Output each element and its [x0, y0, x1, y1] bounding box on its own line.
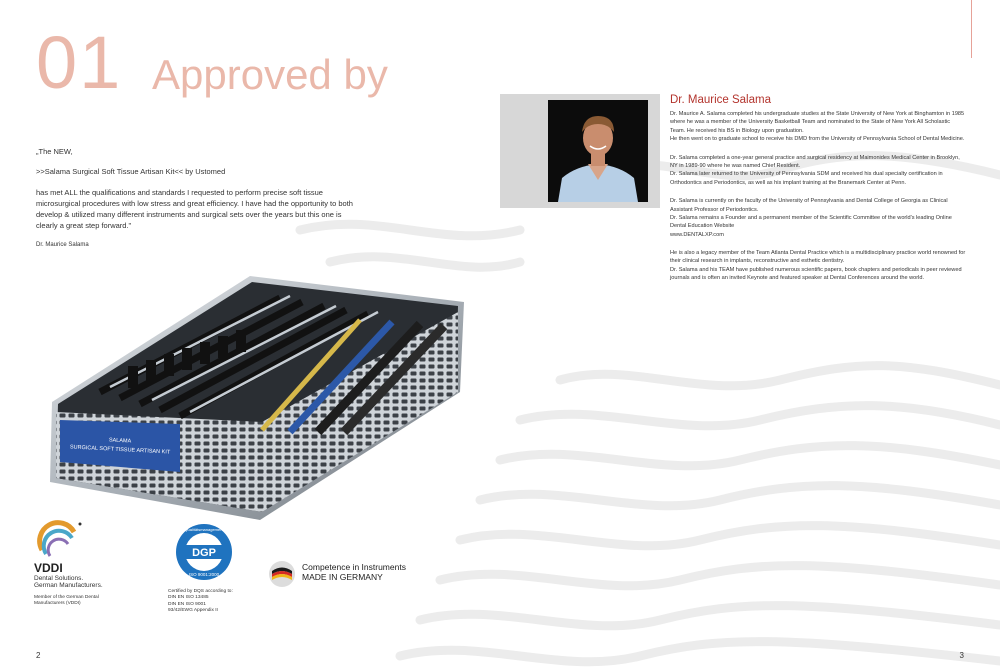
quote-body: has met ALL the qualifications and standards I requested to perform precise soft tissue microsurgical procedures with low stress and great efficiency. I have had the opportunity to both develop & utilized many different instruments and surgical sets over the years but this one is clearly a great step forward." — [36, 187, 353, 231]
made-line-1: Competence in Instruments — [302, 562, 406, 572]
dgp-ring-top: Qualitätsmanagement — [184, 527, 224, 532]
vddi-swirl-icon — [34, 520, 94, 560]
quote-line-1: „The NEW, — [36, 147, 73, 156]
dgp-logo-block — [168, 522, 258, 615]
dgp-ring-bottom: ISO 9001:2000 — [188, 572, 220, 577]
bio-section — [670, 94, 966, 283]
kit-label-line-2: SURGICAL SOFT TISSUE ARTISAN KIT — [69, 444, 171, 456]
portrait-frame — [500, 94, 660, 208]
dgp-caption-3: DIN EN ISO 9001 — [168, 601, 206, 607]
vddi-caption-2: Manufacturers (VDDI) — [34, 601, 81, 607]
bio-paragraph-9: Dr. Salama and his TEAM have published numerous scientific papers, book chapters and periodicals in peer reviewed journals and is often an invited Keynote and featured speaker at Dental Conferences around the world. — [670, 266, 962, 282]
vddi-caption-1: Member of the German Dental — [34, 595, 99, 600]
chapter-title: Approved by — [152, 51, 388, 98]
surgical-kit-image — [40, 272, 480, 522]
bio-paragraph-5: Dr. Salama is currently on the faculty of the University of Pennsylvania and Dental College of Georgia as Clinical Assistant Professor of Periodontics. — [670, 198, 948, 213]
certification-logos — [34, 520, 504, 630]
made-in-germany-block — [268, 560, 448, 588]
bio-paragraph-1: Dr. Maurice A. Salama completed his undergraduate studies at the State University of New York at Binghamton in 1985 where he was a member of the University Basketball Team and nominated to the State of New York All Scholastic Team. He received his BS in Biology upon graduation. — [670, 111, 965, 134]
dgp-caption-2: DIN EN ISO 13485 — [168, 595, 209, 601]
right-page-number: 3 — [959, 651, 964, 660]
portrait-photo — [548, 100, 648, 202]
bio-paragraph-2: He then went on to graduate school to receive his DMD from the University of Pennsylvania School of Dental Medicine. — [670, 136, 965, 143]
top-accent-rule — [971, 0, 973, 58]
endorsement-quote — [36, 146, 356, 259]
vddi-logo-block — [34, 520, 154, 608]
bio-name: Dr. Maurice Salama — [670, 94, 771, 106]
quote-line-2: >>Salama Surgical Soft Tissue Artisan Kit<< by Ustomed — [36, 167, 226, 177]
dgp-caption-4: 93/42/EWG Appendix II — [168, 608, 218, 614]
kit-label-line-1: SALAMA — [108, 437, 132, 445]
left-page-number: 2 — [36, 651, 41, 660]
germany-flag-icon — [268, 560, 296, 588]
chapter-number: 01 — [36, 21, 123, 104]
bio-paragraph-8: He is also a legacy member of the Team Atlanta Dental Practice which is a multidisciplinary practice world renowned for their clinical research in implants, reconstructive and esthetic dentistry. — [670, 250, 966, 265]
vddi-name: VDDI — [34, 561, 63, 575]
dgp-caption-1: Certified by DQS according to: — [168, 589, 233, 594]
dgp-iso-seal-icon — [168, 522, 240, 584]
bio-paragraph-3: Dr. Salama completed a one-year general practice and surgical residency at Maimonides Medical Center in Brooklyn, NY in 1989-90 where he was named Chief Resident. — [670, 154, 960, 169]
vddi-tagline-1: Dental Solutions. — [34, 575, 84, 582]
dgp-letters: DGP — [192, 547, 216, 559]
made-line-2: MADE IN GERMANY — [302, 572, 383, 582]
bio-paragraph-4: Dr. Salama later returned to the University of Pennsylvania SDM and received his dual specialty certification in Orthodontics and Periodontics, as well as his implant training at the Branemark Center at Penn. — [670, 171, 943, 186]
bio-website: www.DENTALXP.com — [670, 231, 724, 238]
bio-paragraph-6: Dr. Salama remains a Founder and a permanent member of the Scientific Committee of the world's leading Online Dental Education Website — [670, 214, 952, 230]
vddi-tagline-2: German Manufacturers. — [34, 582, 103, 589]
quote-signature: Dr. Maurice Salama — [36, 241, 89, 248]
